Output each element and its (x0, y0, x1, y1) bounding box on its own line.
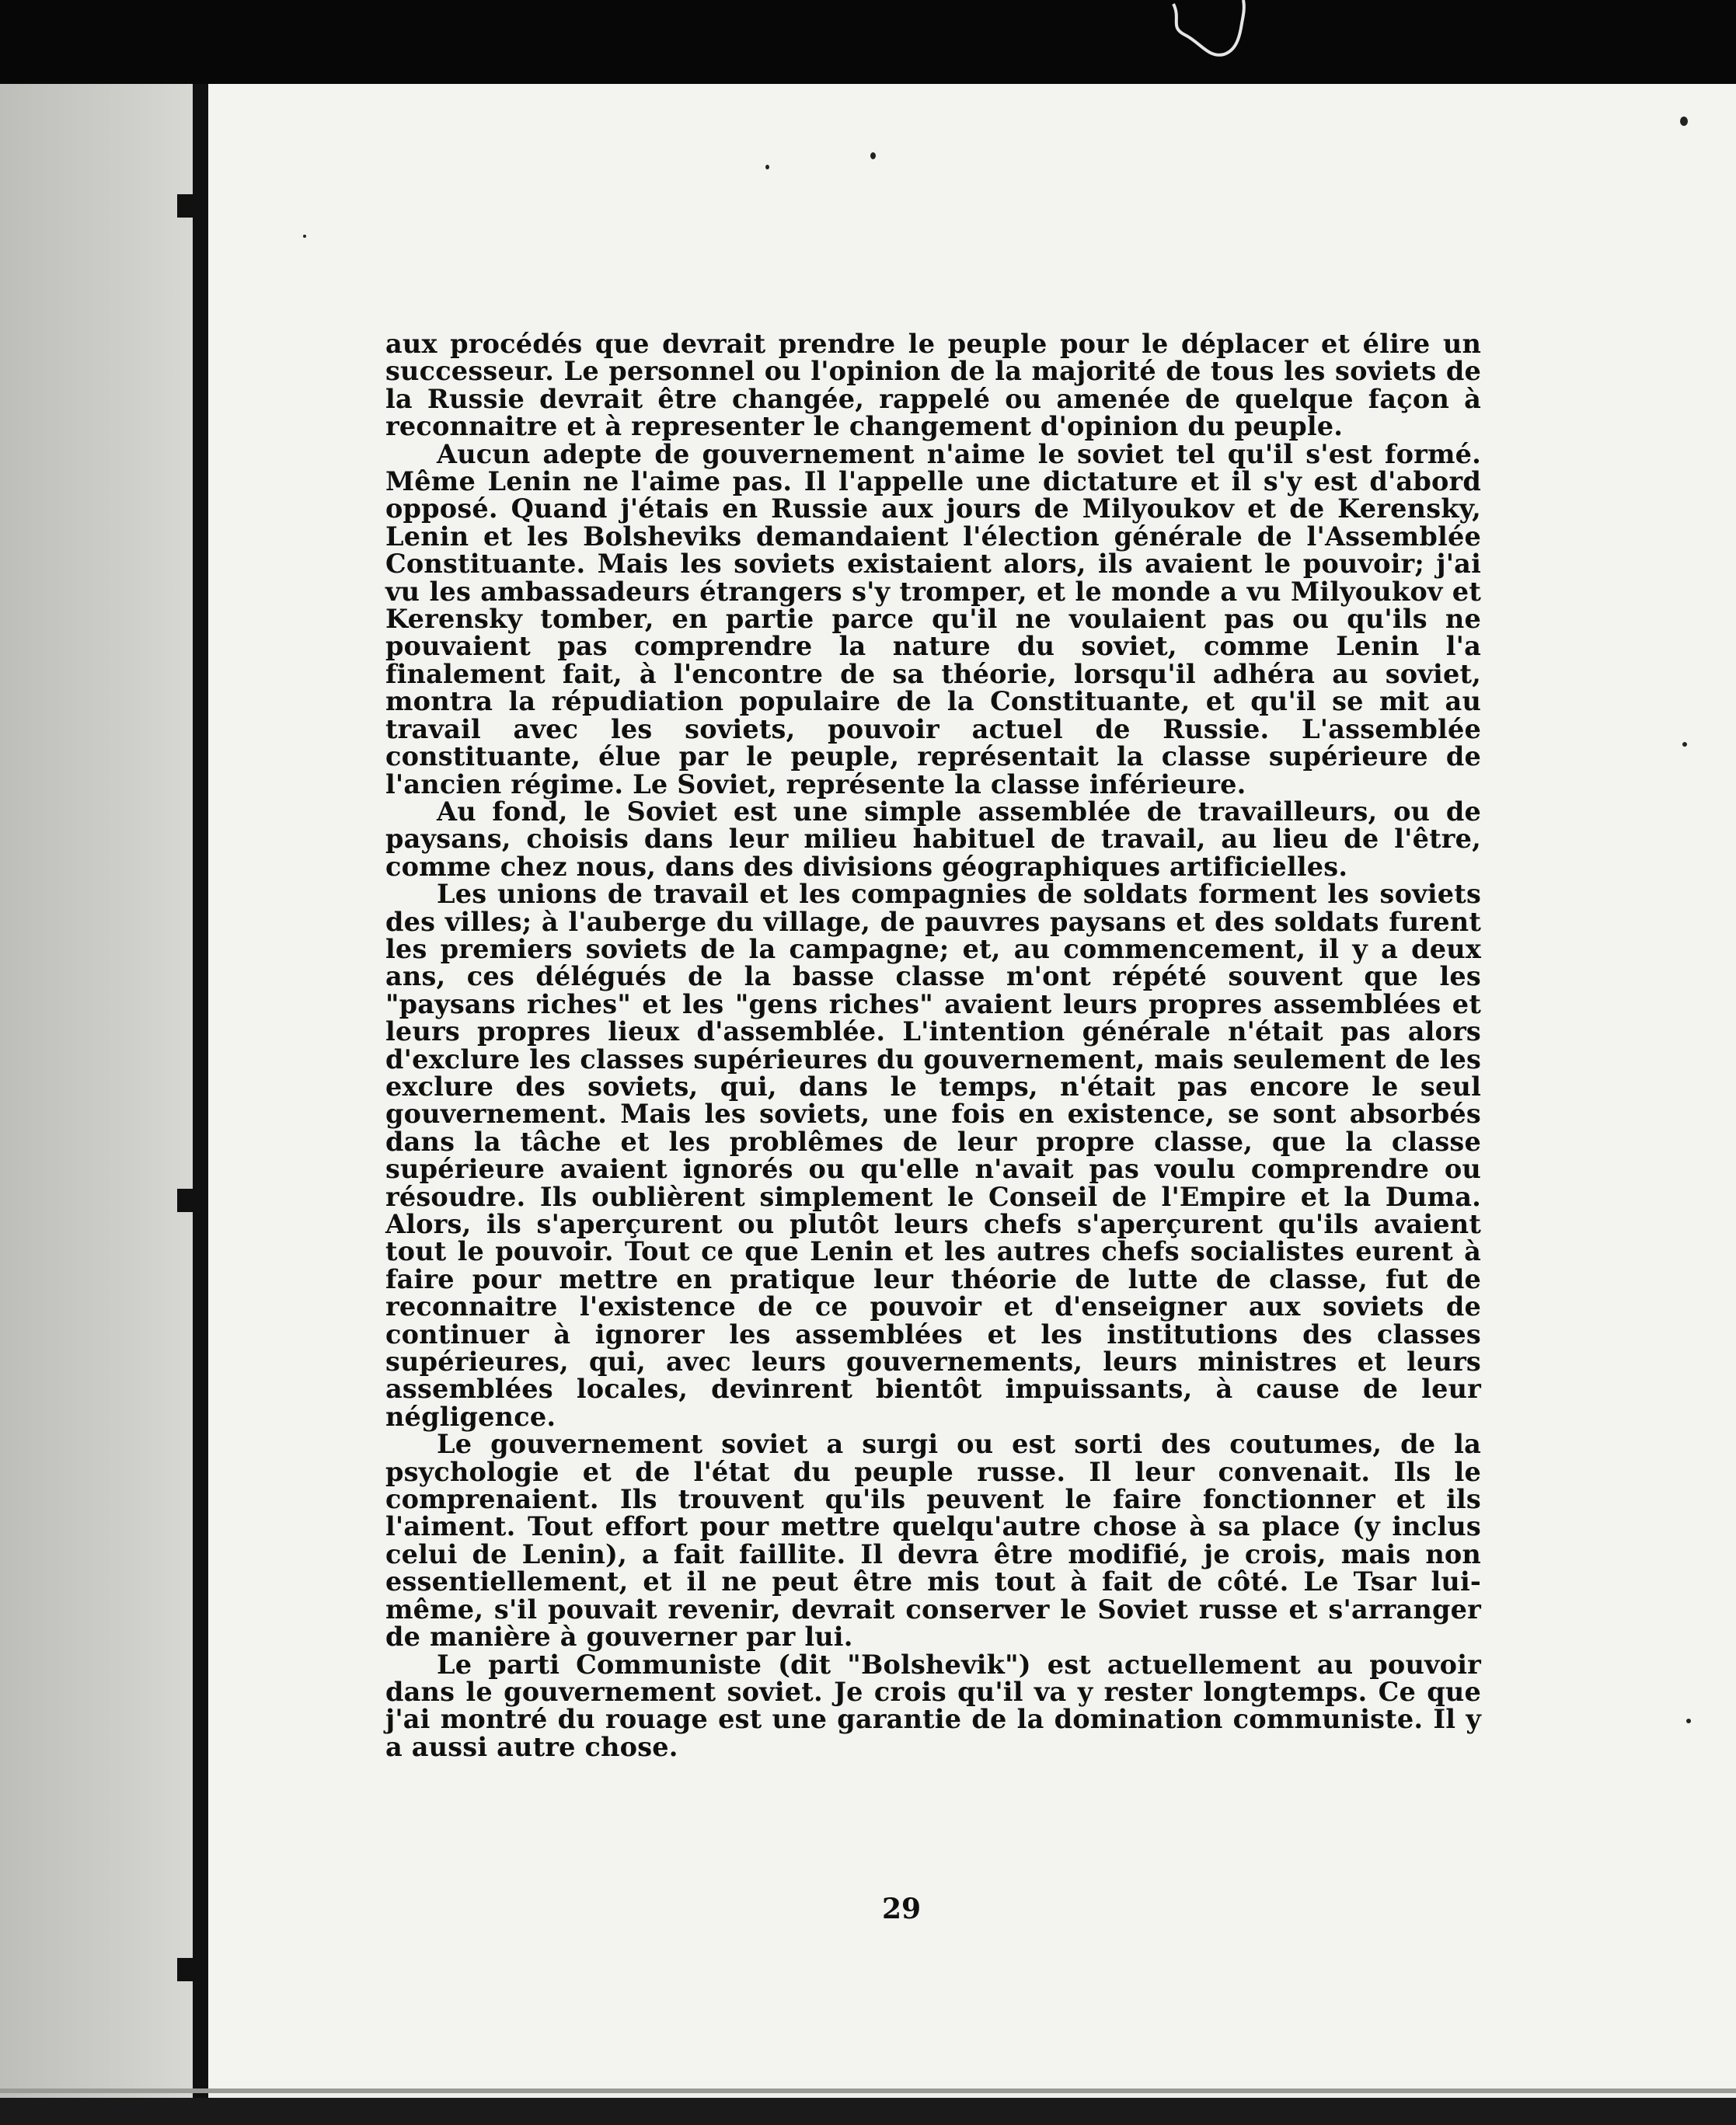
dust-speck (870, 152, 876, 159)
paragraph: Le parti Communiste (dit "Bolshevik") est actuellement au pouvoir dans le gouvernement soviet. Je crois qu'il va y rester longtemps. Ce que j'ai montré du rouage est une garantie de la domination communiste. Il y a aussi autre chose. (385, 1649, 1481, 1762)
binding-tab (177, 1189, 196, 1212)
film-bottom-line (0, 2088, 1736, 2093)
paragraph: Les unions de travail et les compagnies de soldats forment les soviets des villes; à l'auberge du village, de pauvres paysans et des soldats furent les premiers soviets de la campagne; et, au commencement, il y a deux ans, ces délégués de la basse classe m'ont répété souvent que les "paysans riches" et les "gens riches" avaient leurs propres assemblées et leurs propres lieux d'assemblée. L'intention générale n'était pas alors d'exclure les classes supérieures du gouvernement, mais seulement de les exclure des soviets, qui, dans le temps, n'était pas encore le seul gouvernement. Mais les soviets, une fois en existence, se sont absorbés dans la tâche et les problêmes de leur propre classe, que la classe supérieure avaient ignorés ou qu'elle n'avait pas voulu comprendre ou résoudre. Ils oublièrent simplement le Conseil de l'Empire et la Duma. Alors, ils s'aperçurent ou plutôt leurs chefs s'aperçurent qu'ils avaient tout le pouvoir. Tout ce que Lenin et les autres chefs socialistes eurent à faire pour mettre en pratique leur théorie de lutte de classe, fut de reconnaitre l'existence de ce pouvoir et d'enseigner aux soviets de continuer à ignorer les assemblées et les institutions des classes supérieures, qui, avec leurs gouvernements, leurs ministres et leurs assemblées locales, devinrent bientôt impuissants, à cause de leur négligence. (385, 879, 1482, 1432)
microfilm-top-border (0, 0, 1736, 84)
paragraph: Aucun adepte de gouvernement n'aime le soviet tel qu'il s'est formé. Même Lenin ne l'aime pas. Il l'appelle une dictature et il s'y est d'abord opposé. Quand j'étais en Russie aux jours de Milyoukov et de Kerensky, Lenin et les Bolsheviks demandaient l'élection générale de l'Assemblée Constituante. Mais les soviets existaient alors, ils avaient le pouvoir; j'ai vu les ambassadeurs étrangers s'y tromper, et le monde a vu Milyoukov et Kerensky tomber, en partie parce qu'il ne voulaient pas ou qu'ils ne pouvaient pas comprendre la nature du soviet, comme Lenin l'a finalement fait, à l'encontre de sa théorie, lorsqu'il adhéra au soviet, montra la répudiation populaire de la Constituante, et qu'il se mit au travail avec les soviets, pouvoir actuel de Russie. L'assemblée constituante, élue par le peuple, représentait la classe supérieure de l'ancien régime. Le Soviet, représente la classe inférieure. (385, 438, 1481, 799)
dust-speck (1682, 742, 1687, 747)
microfilm-bottom-border (0, 2098, 1736, 2125)
paragraph: Au fond, le Soviet est une simple assemblée de travailleurs, ou de paysans, choisis dans leur milieu habituel de travail, au lieu de l'être, comme chez nous, dans des divisions géographiques artificielles. (385, 796, 1481, 882)
paragraph: aux procédés que devrait prendre le peuple pour le déplacer et élire un successeur. Le personnel ou l'opinion de la majorité de tous les soviets de la Russie devrait être changée, rappelé ou amenée de quelque façon à reconnaitre et à representer le changement d'opinion du peuple. (385, 329, 1481, 442)
dust-speck (303, 235, 306, 238)
binding-edge (193, 84, 208, 2098)
dust-speck (765, 165, 769, 169)
body-text (385, 330, 1481, 1761)
scan-artifact-mark (1166, 0, 1259, 62)
binding-tab (177, 194, 196, 218)
binding-tab (177, 1958, 196, 1981)
dust-speck (1686, 1719, 1691, 1723)
left-margin (0, 84, 196, 2098)
page-number: 29 (881, 1893, 922, 1925)
dust-speck (1680, 117, 1688, 126)
paragraph: Le gouvernement soviet a surgi ou est sorti des coutumes, de la psychologie et de l'état du peuple russe. Il leur convenait. Ils le comprenaient. Ils trouvent qu'ils peuvent le faire fonctionner et ils l'aiment. Tout effort pour mettre quelqu'autre chose à sa place (y inclus celui de Lenin), a fait faillite. Il devra être modifié, je crois, mais non essentiellement, et il ne peut être mis tout à fait de côté. Le Tsar lui-même, s'il pouvait revenir, devrait conserver le Soviet russe et s'arranger de manière à gouverner par lui. (385, 1429, 1481, 1653)
